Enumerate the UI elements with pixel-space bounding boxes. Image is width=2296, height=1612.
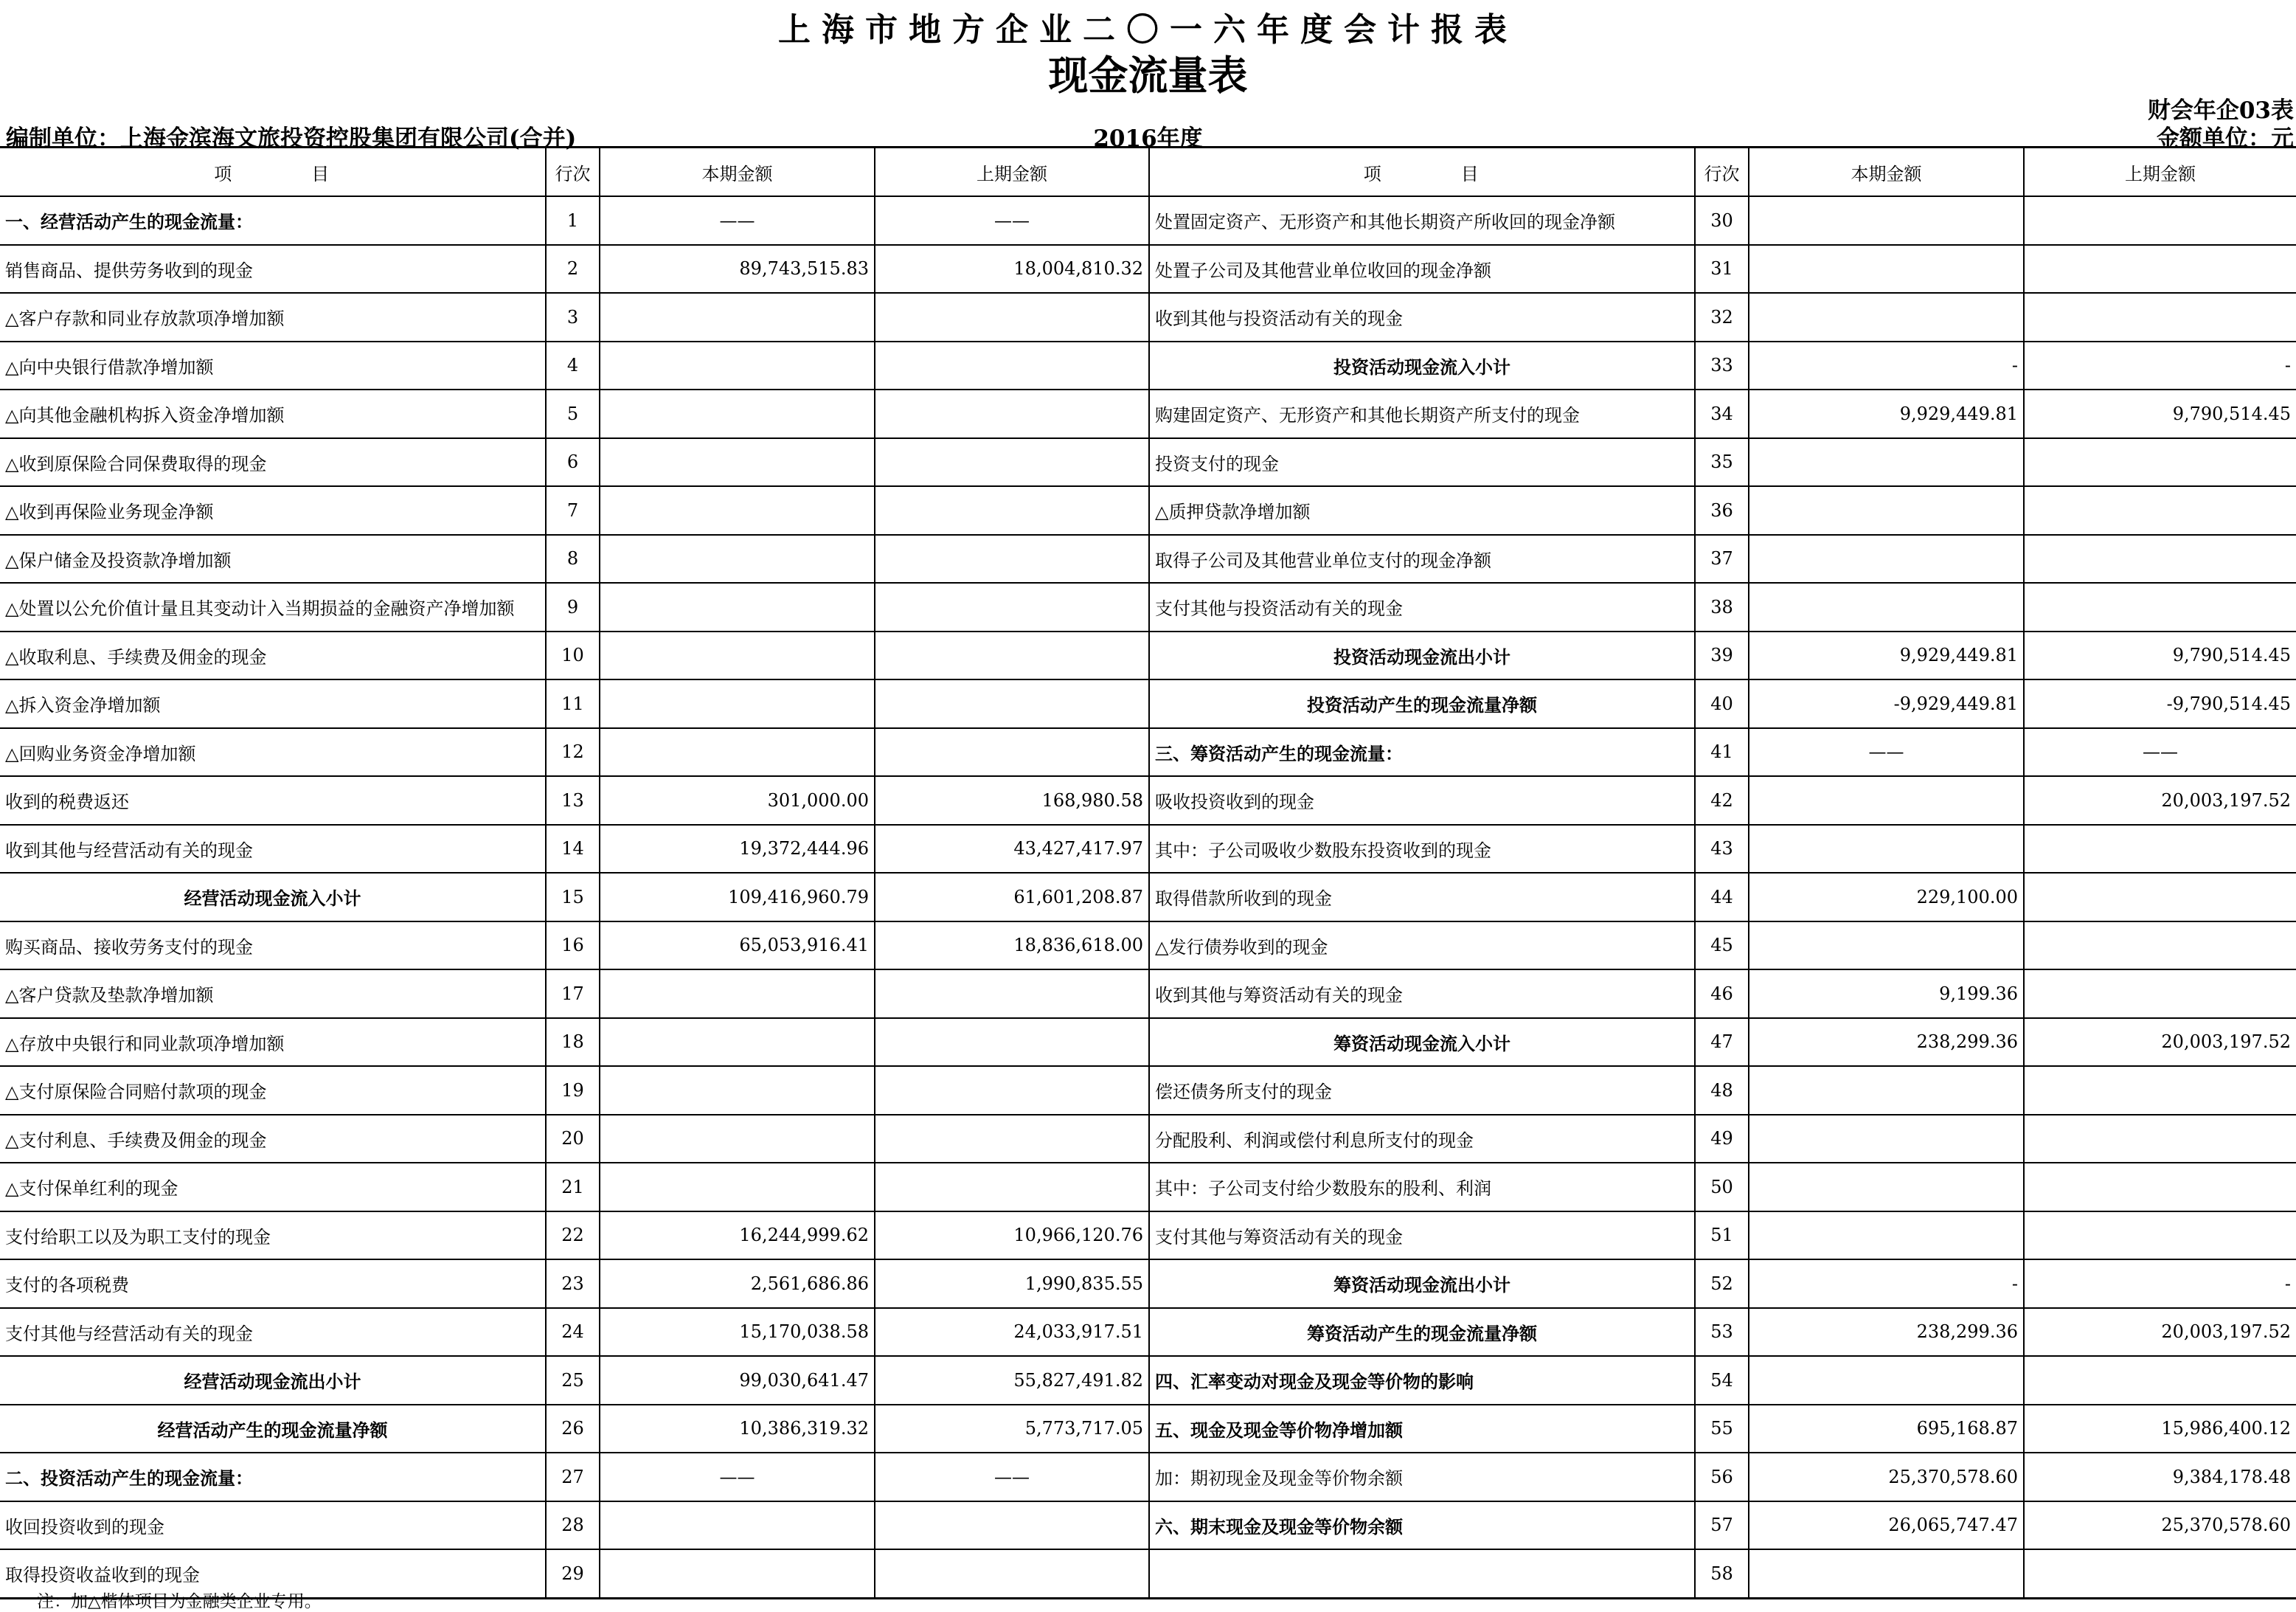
line-number: 2 [546,245,600,294]
line-number: 1 [546,196,600,245]
current-amount: 9,929,449.81 [1749,632,2024,680]
line-number: 46 [1695,969,1749,1018]
header-current: 本期金额 [1749,148,2024,197]
item-label: △保户储金及投资款净增加额 [0,535,546,584]
item-label: 经营活动产生的现金流量净额 [0,1405,546,1453]
prior-amount: 25,370,578.60 [2024,1501,2296,1550]
item-label: 购买商品、接收劳务支付的现金 [0,921,546,970]
prior-amount [875,535,1149,584]
current-amount: 99,030,641.47 [600,1356,875,1405]
item-label: 取得子公司及其他营业单位支付的现金净额 [1149,535,1695,584]
prior-amount [875,679,1149,728]
table-row [0,390,2296,438]
current-amount [1749,196,2024,245]
item-label: △向中央银行借款净增加额 [0,342,546,390]
line-number: 48 [1695,1066,1749,1115]
line-number: 20 [546,1115,600,1163]
item-label: △拆入资金净增加额 [0,679,546,728]
prior-amount [2024,1066,2296,1115]
prior-amount [875,390,1149,438]
item-label: 收到的税费返还 [0,776,546,825]
line-number: 18 [546,1018,600,1067]
prior-amount [875,969,1149,1018]
item-label: 支付其他与投资活动有关的现金 [1149,583,1695,632]
line-number: 29 [546,1549,600,1598]
table-row [0,632,2296,680]
item-label: 二、投资活动产生的现金流量： [0,1453,546,1501]
prior-amount [2024,583,2296,632]
prior-amount [875,293,1149,342]
table-row [0,1453,2296,1501]
table-row [0,1259,2296,1308]
table-row [0,535,2296,584]
prior-amount [875,1066,1149,1115]
line-number: 51 [1695,1211,1749,1260]
item-label: 支付给职工以及为职工支付的现金 [0,1211,546,1260]
line-number: 21 [546,1163,600,1211]
current-amount: 238,299.36 [1749,1018,2024,1067]
header-item: 项 目 [1149,148,1695,197]
line-number: 52 [1695,1259,1749,1308]
table-row [0,1115,2296,1163]
prior-amount [2024,1115,2296,1163]
prior-amount: 18,004,810.32 [875,245,1149,294]
line-number: 12 [546,728,600,777]
current-amount: 25,370,578.60 [1749,1453,2024,1501]
current-amount: 15,170,038.58 [600,1308,875,1357]
line-number: 56 [1695,1453,1749,1501]
current-amount [1749,535,2024,584]
prior-amount [2024,196,2296,245]
item-label: 支付的各项税费 [0,1259,546,1308]
prior-amount [875,583,1149,632]
current-amount [600,1018,875,1067]
item-label: △处置以公允价值计量且其变动计入当期损益的金融资产净增加额 [0,583,546,632]
line-number: 41 [1695,728,1749,777]
current-amount [1749,776,2024,825]
prior-amount [2024,535,2296,584]
item-label: 分配股利、利润或偿付利息所支付的现金 [1149,1115,1695,1163]
current-amount: 65,053,916.41 [600,921,875,970]
current-amount [600,535,875,584]
prior-amount [875,1549,1149,1598]
line-number: 55 [1695,1405,1749,1453]
current-amount [1749,293,2024,342]
prior-amount: 9,790,514.45 [2024,390,2296,438]
line-number: 25 [546,1356,600,1405]
line-number: 54 [1695,1356,1749,1405]
current-amount: 10,386,319.32 [600,1405,875,1453]
table-row [0,1356,2296,1405]
current-amount [1749,438,2024,487]
prior-amount [875,632,1149,680]
prior-amount [2024,293,2296,342]
table-row [0,1501,2296,1550]
table-header-row [0,148,2296,197]
item-label: 筹资活动现金流出小计 [1149,1259,1695,1308]
line-number: 19 [546,1066,600,1115]
line-number: 3 [546,293,600,342]
table-body [0,196,2296,1598]
prior-amount: - [2024,1259,2296,1308]
current-amount: 26,065,747.47 [1749,1501,2024,1550]
line-number: 37 [1695,535,1749,584]
current-amount [600,583,875,632]
line-number: 39 [1695,632,1749,680]
prior-amount: 9,384,178.48 [2024,1453,2296,1501]
current-amount [600,486,875,535]
table-row [0,438,2296,487]
line-number: 16 [546,921,600,970]
header-item: 项 目 [0,148,546,197]
line-number: 42 [1695,776,1749,825]
prior-amount [2024,245,2296,294]
line-number: 45 [1695,921,1749,970]
current-amount: 9,929,449.81 [1749,390,2024,438]
header-prior: 上期金额 [2024,148,2296,197]
header-prior: 上期金额 [875,148,1149,197]
line-number: 58 [1695,1549,1749,1598]
current-amount: 301,000.00 [600,776,875,825]
item-label: △发行债券收到的现金 [1149,921,1695,970]
line-number: 13 [546,776,600,825]
prior-amount [2024,1211,2296,1260]
line-number: 31 [1695,245,1749,294]
line-number: 6 [546,438,600,487]
line-number: 47 [1695,1018,1749,1067]
line-number: 27 [546,1453,600,1501]
current-amount [600,293,875,342]
prior-amount [875,1115,1149,1163]
prior-amount: 9,790,514.45 [2024,632,2296,680]
reporting-unit: 编制单位：上海金滨海文旅投资控股集团有限公司(合并) [6,125,577,152]
prior-amount: —— [2024,728,2296,777]
item-label: 收到其他与经营活动有关的现金 [0,825,546,874]
current-amount: —— [600,196,875,245]
item-label: 取得借款所收到的现金 [1149,873,1695,921]
current-amount [600,342,875,390]
line-number: 8 [546,535,600,584]
prior-amount: 20,003,197.52 [2024,1308,2296,1357]
line-number: 22 [546,1211,600,1260]
item-label: △质押贷款净增加额 [1149,486,1695,535]
item-label: △收到再保险业务现金净额 [0,486,546,535]
current-amount [600,728,875,777]
current-amount: 2,561,686.86 [600,1259,875,1308]
current-amount [1749,486,2024,535]
prior-amount: 15,986,400.12 [2024,1405,2296,1453]
item-label: 投资支付的现金 [1149,438,1695,487]
table-row [0,969,2296,1018]
report-year: 2016年度 [1093,125,1203,152]
item-label: 六、期末现金及现金等价物余额 [1149,1501,1695,1550]
item-label: 三、筹资活动产生的现金流量： [1149,728,1695,777]
footnote: 注：加△楷体项目为金融类企业专用。 [37,1592,322,1611]
current-amount [600,390,875,438]
item-label: 收到其他与投资活动有关的现金 [1149,293,1695,342]
item-label: 加：期初现金及现金等价物余额 [1149,1453,1695,1501]
prior-amount: 10,966,120.76 [875,1211,1149,1260]
current-amount [600,1115,875,1163]
table-row [0,1211,2296,1260]
line-number: 30 [1695,196,1749,245]
current-amount [1749,1066,2024,1115]
table-row [0,1308,2296,1357]
prior-amount: 20,003,197.52 [2024,1018,2296,1067]
prior-amount: 1,990,835.55 [875,1259,1149,1308]
item-label: △收取利息、手续费及佣金的现金 [0,632,546,680]
item-label: 经营活动现金流入小计 [0,873,546,921]
prior-amount [875,728,1149,777]
current-amount [600,969,875,1018]
table-row [0,245,2296,294]
current-amount: 16,244,999.62 [600,1211,875,1260]
line-number: 36 [1695,486,1749,535]
item-label: 筹资活动产生的现金流量净额 [1149,1308,1695,1357]
item-label: 购建固定资产、无形资产和其他长期资产所支付的现金 [1149,390,1695,438]
current-amount: 9,199.36 [1749,969,2024,1018]
prior-amount: 24,033,917.51 [875,1308,1149,1357]
line-number: 24 [546,1308,600,1357]
item-label: 其中：子公司支付给少数股东的股利、利润 [1149,1163,1695,1211]
current-amount: 229,100.00 [1749,873,2024,921]
item-label: △支付保单红利的现金 [0,1163,546,1211]
current-amount [1749,1549,2024,1598]
prior-amount [875,1018,1149,1067]
line-number: 28 [546,1501,600,1550]
current-amount [1749,1211,2024,1260]
current-amount: —— [600,1453,875,1501]
table-row [0,196,2296,245]
current-amount [1749,921,2024,970]
prior-amount [2024,486,2296,535]
line-number: 38 [1695,583,1749,632]
line-number: 5 [546,390,600,438]
prior-amount [2024,1163,2296,1211]
prior-amount [2024,1356,2296,1405]
current-amount: 695,168.87 [1749,1405,2024,1453]
line-number: 33 [1695,342,1749,390]
current-amount: 109,416,960.79 [600,873,875,921]
current-amount: - [1749,342,2024,390]
table-row [0,1018,2296,1067]
line-number: 50 [1695,1163,1749,1211]
item-label: 经营活动现金流出小计 [0,1356,546,1405]
item-label: 支付其他与经营活动有关的现金 [0,1308,546,1357]
prior-amount: 20,003,197.52 [2024,776,2296,825]
item-label [1149,1549,1695,1598]
current-amount: 238,299.36 [1749,1308,2024,1357]
prior-amount [875,1501,1149,1550]
table-row [0,873,2296,921]
prior-amount [2024,825,2296,874]
header-line: 行次 [546,148,600,197]
line-number: 57 [1695,1501,1749,1550]
line-number: 9 [546,583,600,632]
item-label: 吸收投资收到的现金 [1149,776,1695,825]
line-number: 4 [546,342,600,390]
line-number: 43 [1695,825,1749,874]
prior-amount: - [2024,342,2296,390]
prior-amount: 18,836,618.00 [875,921,1149,970]
current-amount [600,632,875,680]
prior-amount: 55,827,491.82 [875,1356,1149,1405]
current-amount: 89,743,515.83 [600,245,875,294]
item-label: △支付原保险合同赔付款项的现金 [0,1066,546,1115]
current-amount [600,438,875,487]
item-label: 偿还债务所支付的现金 [1149,1066,1695,1115]
item-label: △收到原保险合同保费取得的现金 [0,438,546,487]
current-amount: 19,372,444.96 [600,825,875,874]
prior-amount [875,438,1149,487]
item-label: △存放中央银行和同业款项净增加额 [0,1018,546,1067]
table-row [0,921,2296,970]
item-label: △客户贷款及垫款净增加额 [0,969,546,1018]
item-label: △向其他金融机构拆入资金净增加额 [0,390,546,438]
item-label: 投资活动现金流出小计 [1149,632,1695,680]
line-number: 44 [1695,873,1749,921]
item-label: △支付利息、手续费及佣金的现金 [0,1115,546,1163]
prior-amount: —— [875,196,1149,245]
prior-amount: 43,427,417.97 [875,825,1149,874]
current-amount: - [1749,1259,2024,1308]
line-number: 15 [546,873,600,921]
report-subtitle: 现金流量表 [1048,52,1248,99]
current-amount [1749,825,2024,874]
item-label: 收到其他与筹资活动有关的现金 [1149,969,1695,1018]
table-row [0,728,2296,777]
table-row [0,583,2296,632]
item-label: 投资活动现金流入小计 [1149,342,1695,390]
line-number: 17 [546,969,600,1018]
table-row [0,1163,2296,1211]
line-number: 23 [546,1259,600,1308]
prior-amount [2024,873,2296,921]
table-row [0,293,2296,342]
current-amount [600,1549,875,1598]
current-amount [1749,245,2024,294]
report-title: 上海市地方企业二〇一六年度会计报表 [778,11,1518,49]
line-number: 49 [1695,1115,1749,1163]
prior-amount: 168,980.58 [875,776,1149,825]
item-label: 处置固定资产、无形资产和其他长期资产所收回的现金净额 [1149,196,1695,245]
table-row [0,486,2296,535]
table-row [0,1066,2296,1115]
table-row [0,342,2296,390]
header-line: 行次 [1695,148,1749,197]
table-row [0,1549,2296,1598]
line-number: 11 [546,679,600,728]
table-row [0,679,2296,728]
line-number: 53 [1695,1308,1749,1357]
prior-amount: —— [875,1453,1149,1501]
item-label: 销售商品、提供劳务收到的现金 [0,245,546,294]
prior-amount [2024,1549,2296,1598]
amount-unit: 金额单位：元 [2157,125,2294,152]
item-label: 投资活动产生的现金流量净额 [1149,679,1695,728]
line-number: 35 [1695,438,1749,487]
current-amount [1749,1115,2024,1163]
prior-amount: 61,601,208.87 [875,873,1149,921]
item-label: 五、现金及现金等价物净增加额 [1149,1405,1695,1453]
prior-amount [2024,969,2296,1018]
line-number: 34 [1695,390,1749,438]
current-amount [600,679,875,728]
current-amount [600,1163,875,1211]
table-row [0,1405,2296,1453]
current-amount: —— [1749,728,2024,777]
item-label: 收回投资收到的现金 [0,1501,546,1550]
item-label: 一、经营活动产生的现金流量： [0,196,546,245]
prior-amount [875,1163,1149,1211]
prior-amount: -9,790,514.45 [2024,679,2296,728]
current-amount: -9,929,449.81 [1749,679,2024,728]
current-amount [1749,1356,2024,1405]
item-label: 取得投资收益收到的现金 [0,1549,546,1598]
header-current: 本期金额 [600,148,875,197]
prior-amount [2024,921,2296,970]
line-number: 40 [1695,679,1749,728]
item-label: △回购业务资金净增加额 [0,728,546,777]
line-number: 26 [546,1405,600,1453]
table-row [0,825,2296,874]
item-label: 筹资活动现金流入小计 [1149,1018,1695,1067]
item-label: 四、汇率变动对现金及现金等价物的影响 [1149,1356,1695,1405]
form-number: 财会年企03表 [2147,97,2294,124]
prior-amount [875,342,1149,390]
current-amount [600,1501,875,1550]
prior-amount [2024,438,2296,487]
table-row [0,776,2296,825]
current-amount [600,1066,875,1115]
line-number: 14 [546,825,600,874]
line-number: 32 [1695,293,1749,342]
item-label: 支付其他与筹资活动有关的现金 [1149,1211,1695,1260]
item-label: 处置子公司及其他营业单位收回的现金净额 [1149,245,1695,294]
cash-flow-table [0,146,2296,1599]
line-number: 7 [546,486,600,535]
prior-amount [875,486,1149,535]
item-label: 其中：子公司吸收少数股东投资收到的现金 [1149,825,1695,874]
prior-amount: 5,773,717.05 [875,1405,1149,1453]
current-amount [1749,1163,2024,1211]
item-label: △客户存款和同业存放款项净增加额 [0,293,546,342]
line-number: 10 [546,632,600,680]
current-amount [1749,583,2024,632]
